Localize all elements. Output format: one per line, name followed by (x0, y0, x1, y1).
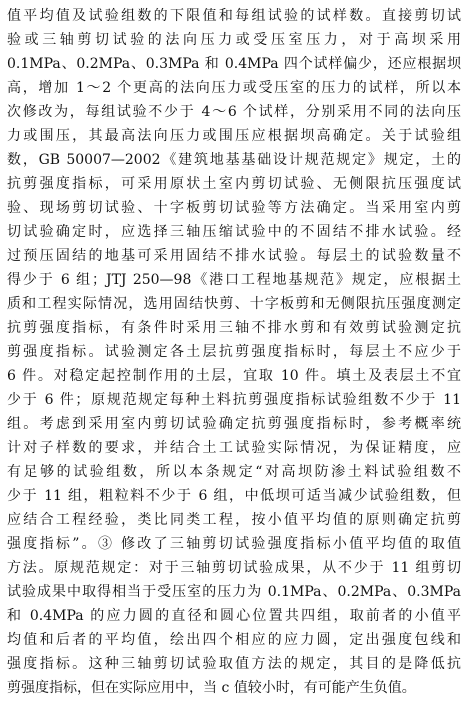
text-line-17: 少于 6 件；原规范规定每种土料抗剪强度指标试验组数不少于 11 (7, 392, 461, 408)
text-line-7: 数，GB 50007—2002《建筑地基基础设计规范规定》规定，土的 (7, 152, 461, 168)
text-line-25: 试验成果中取得相当于受压室的压力为 0.1MPa、0.2MPa、0.3MPa (7, 584, 461, 600)
text-line-18: 组。考虑到采用室内剪切试验确定抗剪强度指标时，参考概率统 (7, 416, 461, 432)
text-line-5: 次修改为，每组试验不少于 4～6 个试样，分别采用不同的法向压 (7, 104, 461, 120)
text-line-6: 力或围压，其最高法向压力或围压应根据坝高确定。关于试验组 (7, 128, 461, 144)
text-line-11: 过预压固结的地基可采用固结不排水试验。每层土的试验数量不 (7, 248, 461, 264)
text-line-12: 得少于 6 组；JTJ 250—98《港口工程地基规范》规定，应根据土 (7, 272, 461, 288)
text-line-20: 有足够的试验组数，所以本条规定“对高坝防渗土料试验组数不 (7, 464, 461, 480)
text-line-23: 强度指标”。③ 修改了三轴剪切试验强度指标小值平均值的取值 (7, 536, 461, 552)
text-line-15: 剪强度指标。试验测定各土层抗剪强度指标时，每层土不应少于 (7, 344, 461, 360)
text-line-13: 质和工程实际情况，选用固结快剪、十字板剪和无侧限抗压强度测定 (7, 296, 461, 312)
text-line-14: 抗剪强度指标，有条件时采用三轴不排水剪和有效剪试验测定抗 (7, 320, 461, 336)
document-body-text (7, 4, 461, 700)
text-line-29: 剪强度指标，但在实际应用中，当 c 值较小时，有可能产生负值。 (7, 680, 416, 696)
text-line-27: 均值和后者的平均值，绘出四个相应的应力圆，定出强度包线和 (7, 632, 461, 648)
text-line-22: 应结合工程经验，类比同类工程，按小值平均值的原则确定抗剪 (7, 512, 461, 528)
text-line-2: 验或三轴剪切试验的法向压力或受压室压力，对于高坝采用 (7, 32, 461, 48)
text-line-21: 少于 11 组，粗粒料不少于 6 组，中低坝可适当减少试验组数，但 (7, 488, 461, 504)
text-line-16: 6 件。对稳定起控制作用的土层，宜取 10 件。填土及表层土不宜 (7, 368, 461, 384)
text-line-26: 和 0.4MPa 的应力圆的直径和圆心位置共四组，取前者的小值平 (7, 608, 461, 624)
text-line-19: 计对子样数的要求，并结合土工试验实际情况，为保证精度，应 (7, 440, 461, 456)
text-line-8: 抗剪强度指标，可采用原状土室内剪切试验、无侧限抗压强度试 (7, 176, 461, 192)
text-line-28: 强度指标。这种三轴剪切试验取值方法的规定，其目的是降低抗 (7, 656, 461, 672)
text-line-10: 切试验确定时，应选择三轴压缩试验中的不固结不排水试验。经 (7, 224, 461, 240)
text-line-1: 值平均值及试验组数的下限值和每组试验的试样数。直接剪切试 (7, 8, 461, 24)
text-line-4: 高，增加 1～2 个更高的法向压力或受压室的压力的试样，所以本 (7, 80, 461, 96)
text-line-9: 验、现场剪切试验、十字板剪切试验等方法确定。当采用室内剪 (7, 200, 461, 216)
text-line-24: 方法。原规范规定：对于三轴剪切试验成果，从不少于 11 组剪切 (7, 560, 461, 576)
text-line-3: 0.1MPa、0.2MPa、0.3MPa 和 0.4MPa 四个试样偏少，还应根据坝 (7, 56, 461, 72)
